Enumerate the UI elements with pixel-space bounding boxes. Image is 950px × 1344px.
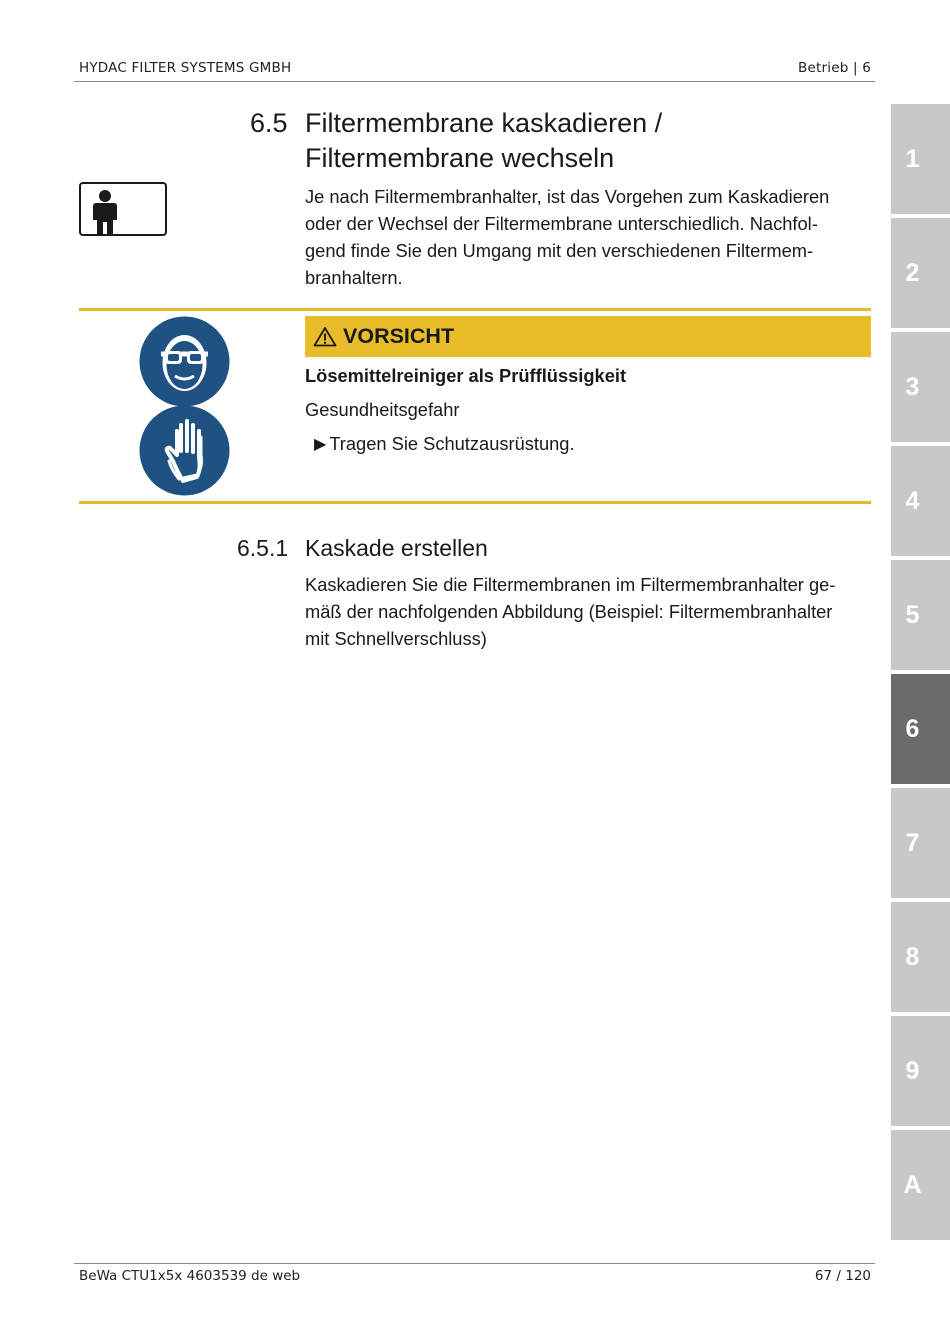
chapter-tab-label: 4 — [905, 486, 920, 515]
header-section: Betrieb | 6 — [798, 60, 871, 76]
chapter-tab-label: 7 — [905, 828, 920, 857]
subsection-body-paragraph — [305, 571, 865, 652]
chapter-tab-5[interactable] — [891, 560, 950, 670]
intro-line: gend finde Sie den Umgang mit den verschiedenen Filtermem- — [305, 240, 814, 261]
intro-line: branhaltern. — [305, 267, 403, 288]
footer-doc-id: BeWa CTU1x5x 4603539 de web — [79, 1268, 301, 1284]
warning-subject: Lösemittelreiniger als Prüfflüssigkeit — [305, 365, 627, 386]
warning-step-text: Tragen Sie Schutzausrüstung. — [329, 433, 575, 454]
warning-bottom-rule — [79, 501, 871, 504]
section-title-line-2: Filtermembrane wechseln — [305, 143, 615, 173]
section-number: 6.5 — [250, 108, 288, 138]
chapter-tab-label: 2 — [905, 258, 920, 287]
section-intro-paragraph — [305, 183, 865, 291]
chapter-tab-2[interactable] — [891, 218, 950, 328]
chapter-tab-6[interactable] — [891, 674, 950, 784]
footer-rule — [74, 1263, 875, 1264]
footer-page-number: 67 / 120 — [814, 1268, 871, 1284]
warning-action-step — [314, 433, 575, 455]
chapter-tab-label: 8 — [905, 942, 920, 971]
chapter-tab-label: 1 — [905, 144, 920, 173]
chapter-tab-1[interactable] — [891, 104, 950, 214]
section-title-line-1: Filtermembrane kaskadieren / — [305, 108, 663, 138]
chapter-tab-label: 5 — [905, 600, 920, 629]
hand-protection-icon — [139, 405, 230, 496]
step-arrow-icon: ▶ — [314, 436, 327, 453]
chapter-tab-7[interactable] — [891, 788, 950, 898]
warning-title: VORSICHT — [343, 324, 455, 348]
chapter-tab-9[interactable] — [891, 1016, 950, 1126]
warning-top-rule — [79, 308, 871, 311]
body-line: Kaskadieren Sie die Filtermembranen im Filtermembranhalter ge- — [305, 574, 836, 595]
header-company: HYDAC FILTER SYSTEMS GMBH — [79, 60, 292, 76]
warning-hazard: Gesundheitsgefahr — [305, 399, 460, 420]
personnel-qualification-icon — [79, 182, 167, 236]
intro-line: oder der Wechsel der Filtermembrane unterschiedlich. Nachfol- — [305, 213, 818, 234]
eye-protection-icon — [139, 316, 230, 407]
chapter-tab-a[interactable] — [891, 1130, 950, 1240]
chapter-tab-label: 9 — [905, 1056, 920, 1085]
header-rule — [74, 81, 875, 82]
chapter-tab-label: A — [903, 1170, 922, 1199]
chapter-tab-8[interactable] — [891, 902, 950, 1012]
chapter-tab-3[interactable] — [891, 332, 950, 442]
intro-line: Je nach Filtermembranhalter, ist das Vorgehen zum Kaskadieren — [305, 186, 830, 207]
body-line: mit Schnellverschluss) — [305, 628, 487, 649]
chapter-tab-label: 6 — [905, 714, 920, 743]
warning-triangle-icon — [313, 326, 337, 347]
subsection-number: 6.5.1 — [237, 535, 289, 561]
subsection-title: Kaskade erstellen — [305, 535, 488, 561]
warning-banner — [305, 316, 871, 357]
body-line: mäß der nachfolgenden Abbildung (Beispiel: Filtermembranhalter — [305, 601, 833, 622]
section-title — [305, 106, 662, 176]
chapter-tab-label: 3 — [905, 372, 920, 401]
chapter-tab-4[interactable] — [891, 446, 950, 556]
